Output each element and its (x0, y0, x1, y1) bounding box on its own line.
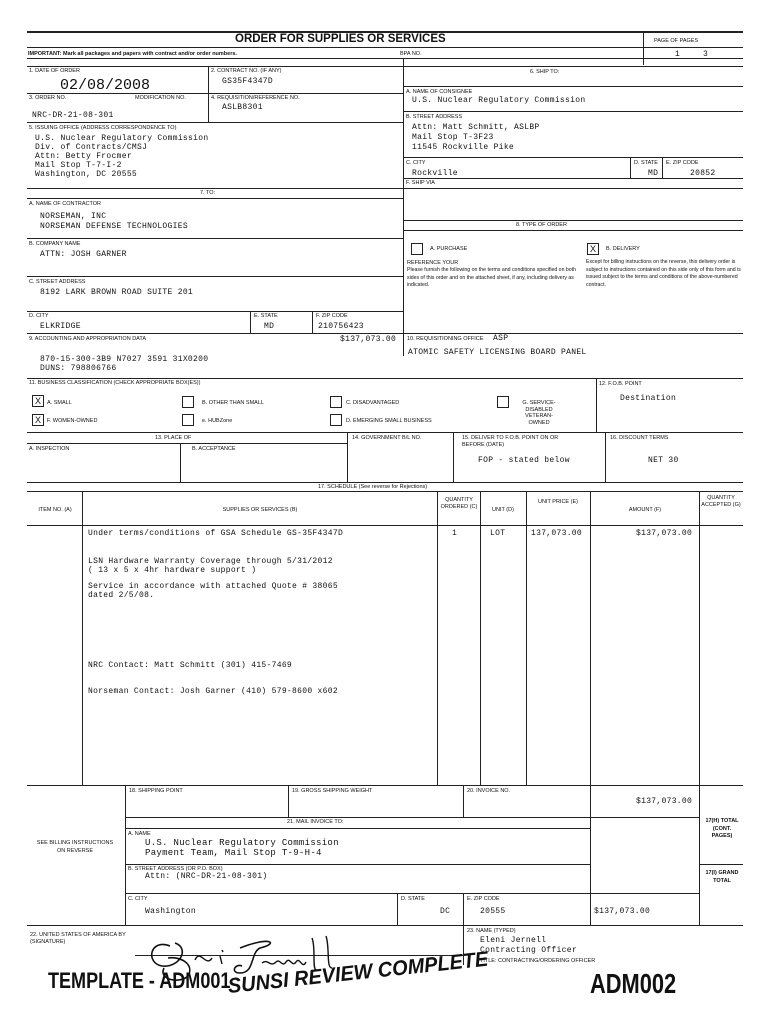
rule (82, 491, 83, 785)
contractor-zip: 210756423 (318, 322, 364, 331)
label-company-name: B. COMPANY NAME (29, 241, 81, 247)
rule (453, 432, 454, 482)
rule (27, 198, 403, 199)
purchase-checkbox[interactable] (411, 243, 423, 255)
label-name-typed: 23. NAME (TYPED) (467, 928, 516, 934)
rule (699, 864, 743, 865)
label-hubzone: e. HUBZone (202, 418, 233, 424)
rule (27, 122, 403, 123)
requisitioning-office: ASP (493, 334, 509, 343)
col-supplies: SUPPLIES OR SERVICES (B) (222, 507, 298, 513)
label-issuing-office: 5. ISSUING OFFICE (ADDRESS CORRESPONDENCE TO) (29, 125, 177, 131)
rule (208, 66, 209, 122)
label-shipping-point: 18. SHIPPING POINT (129, 788, 183, 794)
ship-zip: 20852 (690, 169, 716, 178)
rule (27, 238, 403, 239)
rule (27, 47, 743, 48)
label-emerging: D. EMERGING SMALL BUSINESS (346, 418, 432, 424)
rule (288, 785, 289, 817)
company-name: ATTN: JOSH GARNER (40, 250, 127, 259)
col-item: ITEM NO. (A) (38, 507, 72, 513)
label-invoice-no: 20. INVOICE NO. (467, 788, 511, 794)
mail-city: Washington (145, 907, 197, 916)
total-amount: $137,073.00 (636, 797, 693, 806)
label-usa: 22. UNITED STATES OF AMERICA BY (SIGNATURE) (30, 932, 126, 945)
label-street: B. STREET ADDRESS (406, 114, 463, 120)
mail-name-line: U.S. Nuclear Regulatory Commission (145, 838, 339, 848)
rule (590, 785, 591, 925)
label-title-officer: TITLE: CONTRACTING/ORDERING OFFICER (480, 958, 596, 964)
issuing-office-line: Washington, DC 20555 (35, 170, 138, 179)
label-total-17i: 17(I) GRAND TOTAL (705, 870, 739, 884)
typed-name: Eleni Jernell (480, 936, 547, 945)
rule (27, 925, 743, 926)
label-disadvantaged: C. DISADVANTAGED (346, 400, 400, 406)
accounting-line: DUNS: 798806766 (40, 364, 117, 373)
label-requisitioning-office: 10. REQUISITIONING OFFICE (407, 336, 484, 342)
label-modification-no: MODIFICATION NO. (135, 95, 186, 101)
label-mail-name: A. NAME (128, 831, 151, 837)
schedule-line: ( 13 x 5 x 4hr hardware support ) (88, 566, 257, 575)
rule (250, 311, 251, 333)
label-business-class: 11. BUSINESS CLASSIFICATION (CHECK APPROPRIATE BOX(ES)) (29, 380, 201, 386)
col-qty: QUANTITY ORDERED (C) (440, 497, 478, 510)
rule (403, 86, 743, 87)
rule (27, 276, 403, 277)
label-other-small: B. OTHER THAN SMALL (202, 400, 264, 406)
label-zip-f: F. ZIP CODE (316, 313, 348, 319)
accounting-line: 870-15-300-3B9 N7027 3591 31X0200 (40, 355, 209, 364)
rule (125, 864, 590, 865)
label-consignee: A. NAME OF CONSIGNEE (406, 89, 473, 95)
rule (403, 111, 743, 112)
label-delivery: B. DELIVERY (606, 246, 640, 252)
label-contractor-name: A. NAME OF CONTRACTOR (29, 201, 102, 207)
label-purchase: A. PURCHASE (430, 246, 468, 252)
rule (27, 311, 403, 312)
schedule-line: Service in accordance with attached Quote # 38065 (88, 582, 338, 591)
label-inspection: A. INSPECTION (29, 446, 70, 452)
label-to: 7. TO: (200, 190, 216, 196)
norseman-contact: Norseman Contact: Josh Garner (410) 579-8600 x602 (88, 687, 338, 696)
label-gross-weight: 19. GROSS SHIPPING WEIGHT (292, 788, 373, 794)
label-order-no: 3. ORDER NO. (29, 95, 67, 101)
requisition-no: ASLB8301 (222, 103, 263, 112)
adm-stamp: ADM002 (590, 968, 677, 999)
rule (312, 311, 313, 333)
label-mail-state: D. STATE (401, 896, 425, 902)
label-service-disabled: G. SERVICE-DISABLED VETERAN-OWNED (522, 400, 556, 426)
rule (27, 188, 743, 189)
accounting-amount: $137,073.00 (340, 335, 397, 344)
mail-state: DC (440, 907, 451, 916)
col-unit: UNIT (D) (492, 507, 514, 513)
template-stamp: TEMPLATE - ADM001 (48, 968, 231, 993)
label-mail-street: B. STREET ADDRESS (OR P.O. BOX) (128, 866, 223, 872)
mail-street: Attn: (NRC-DR-21-08-301) (145, 872, 268, 881)
label-discount: 16. DISCOUNT TERMS (610, 435, 669, 441)
small-checkbox[interactable]: X (32, 395, 44, 407)
mail-name-line: Payment Team, Mail Stop T-9-H-4 (145, 848, 322, 858)
rule (125, 893, 699, 894)
label-reference-your: REFERENCE YOUR (407, 260, 459, 266)
rule (643, 31, 644, 65)
rule (27, 482, 743, 483)
label-requisition: 4. REQUISITION/REFERENCE NO. (211, 95, 300, 101)
issuing-office-line: Attn: Betty Frocmer (35, 152, 132, 161)
contractor-street: 8192 LARK BROWN ROAD SUITE 201 (40, 288, 194, 297)
rule (125, 828, 590, 829)
purchase-text: Please furnish the following on the terms and conditions specified on both sides of this order and on the attached sheet, if any, including delivery as indicated. (407, 267, 576, 288)
rule (27, 491, 743, 492)
label-city-d: D. CITY (29, 313, 49, 319)
col-price: UNIT PRICE (E) (538, 499, 578, 505)
sunsi-stamp: SUNSI REVIEW COMPLETE (226, 947, 490, 998)
deliver-to: FOP - stated below (478, 456, 570, 465)
important-note: IMPORTANT: Mark all packages and papers with contract and/or order numbers. (28, 51, 237, 57)
typed-title: Contracting Officer (480, 946, 577, 955)
schedule-qty: 1 (452, 529, 458, 538)
form-title: ORDER FOR SUPPLIES OR SERVICES (235, 33, 446, 45)
ship-city: Rockville (412, 169, 458, 178)
consignee: U.S. Nuclear Regulatory Commission (412, 96, 586, 105)
schedule-line: Under terms/conditions of GSA Schedule GS-35F4347D (88, 529, 344, 538)
rule (699, 785, 700, 925)
women-owned-checkbox[interactable]: X (32, 414, 44, 426)
other-than-small-checkbox[interactable] (182, 396, 194, 408)
schedule-unit-price: 137,073.00 (531, 529, 583, 538)
rule (403, 230, 743, 231)
label-gbl: 14. GOVERNMENT B/L NO. (352, 435, 422, 441)
rule (27, 525, 743, 526)
discount-terms: NET 30 (648, 456, 679, 465)
delivery-checkbox[interactable]: X (587, 243, 599, 255)
order-no: NRC-DR-21-08-301 (32, 111, 114, 120)
rule (27, 443, 347, 444)
bpa-label: BPA NO. (400, 51, 422, 57)
rule (125, 785, 126, 925)
grand-total: $137,073.00 (594, 907, 651, 916)
schedule-line: LSN Hardware Warranty Coverage through 5/31/2012 (88, 557, 333, 566)
rule (605, 432, 606, 482)
issuing-office-line: Mail Stop T-7-I-2 (35, 161, 122, 170)
rule (27, 58, 743, 59)
label-small: A. SMALL (47, 400, 72, 406)
col-amount: AMOUNT (F) (628, 507, 662, 513)
contractor-state: MD (264, 322, 275, 331)
label-state: D. STATE (634, 160, 658, 166)
label-date: 1. DATE OF ORDER (29, 68, 80, 74)
hubzone-checkbox[interactable] (182, 414, 194, 426)
label-street-address: C. STREET ADDRESS (29, 279, 86, 285)
label-mail-city: C. CITY (128, 896, 148, 902)
nrc-contact: NRC Contact: Matt Schmitt (301) 415-7469 (88, 661, 293, 670)
rule (463, 785, 464, 817)
contractor-city: ELKRIDGE (40, 322, 81, 331)
label-zip: E. ZIP CODE (666, 160, 699, 166)
ship-street-line: 11545 Rockville Pike (412, 143, 515, 152)
rule (27, 432, 743, 433)
rule (180, 443, 181, 482)
issuing-office-line: U.S. Nuclear Regulatory Commission (35, 134, 209, 143)
service-disabled-checkbox[interactable] (497, 396, 509, 408)
label-women-owned: F. WOMEN-OWNED (47, 418, 98, 424)
contract-no: GS35F4347D (222, 77, 274, 86)
contractor-name-line: NORSEMAN DEFENSE TECHNOLOGIES (40, 222, 188, 231)
rule (526, 491, 527, 785)
rule (590, 491, 591, 785)
see-billing: SEE BILLING INSTRUCTIONS ON REVERSE (36, 840, 114, 854)
label-fob: 12. F.O.B. POINT (599, 381, 642, 387)
requisitioning-name: ATOMIC SAFETY LICENSING BOARD PANEL (408, 348, 587, 357)
label-mail-zip: E. ZIP CODE (467, 896, 500, 902)
rule (27, 378, 743, 379)
schedule-line: dated 2/5/08. (88, 591, 155, 600)
schedule-unit: LOT (490, 529, 506, 538)
label-schedule: 17. SCHEDULE (See reverse for Rejections) (318, 484, 428, 490)
contractor-name-line: NORSEMAN, INC (40, 212, 107, 221)
mail-zip: 20555 (480, 907, 506, 916)
rule (27, 66, 743, 67)
rule (699, 491, 700, 785)
page-number: 1 (675, 50, 681, 59)
rule (403, 220, 743, 221)
ship-state: MD (648, 169, 659, 178)
rule (403, 178, 743, 179)
page-total: 3 (703, 50, 709, 59)
rule (596, 378, 597, 432)
delivery-text: Except for billing instructions on the reverse, this delivery order is subject to instructions contained on this side only of this form and is issued subject to the terms and conditions of the above-numbered contract. (586, 259, 741, 288)
rule (347, 432, 348, 482)
label-total-17h: 17(H) TOTAL (CONT. PAGES) (705, 818, 739, 839)
label-state-e: E. STATE (254, 313, 278, 319)
label-place-of: 13. PLACE OF (155, 435, 192, 441)
label-mail-invoice: 21. MAIL INVOICE TO: (287, 819, 344, 825)
rule (480, 491, 481, 785)
rule (27, 785, 743, 786)
rule (662, 157, 663, 178)
rule (403, 58, 404, 188)
ship-street-line: Mail Stop T-3F23 (412, 133, 494, 142)
ship-street-line: Attn: Matt Schmitt, ASLBP (412, 123, 540, 132)
disadvantaged-checkbox[interactable] (330, 396, 342, 408)
rule (630, 157, 631, 178)
rule (27, 333, 743, 334)
label-ship-to: 6. SHIP TO: (530, 69, 560, 75)
rule (403, 157, 743, 158)
rule (125, 817, 699, 818)
rule (437, 491, 438, 785)
rule (463, 893, 464, 925)
label-ship-via: F. SHIP VIA (406, 180, 435, 186)
rule (403, 188, 404, 356)
label-contract-no: 2. CONTRACT NO. (IF ANY) (211, 68, 282, 74)
label-acceptance: B. ACCEPTANCE (192, 446, 236, 452)
rule (397, 893, 398, 925)
label-accounting: 9. ACCOUNTING AND APPROPRIATION DATA (29, 336, 147, 342)
page-label: PAGE OF PAGES (654, 38, 699, 44)
col-accepted: QUANTITY ACCEPTED (G) (701, 495, 741, 508)
issuing-office-line: Div. of Contracts/CMSJ (35, 143, 148, 152)
label-type-of-order: 8. TYPE OF ORDER (516, 222, 567, 228)
label-deliver-to: 15. DELIVER TO F.O.B. POINT ON OR BEFORE (DATE) (462, 435, 559, 448)
date-of-order: 02/08/2008 (60, 77, 151, 94)
schedule-amount: $137,073.00 (636, 529, 693, 538)
emerging-checkbox[interactable] (330, 414, 342, 426)
fob-point: Destination (620, 394, 677, 403)
label-city: C. CITY (406, 160, 426, 166)
